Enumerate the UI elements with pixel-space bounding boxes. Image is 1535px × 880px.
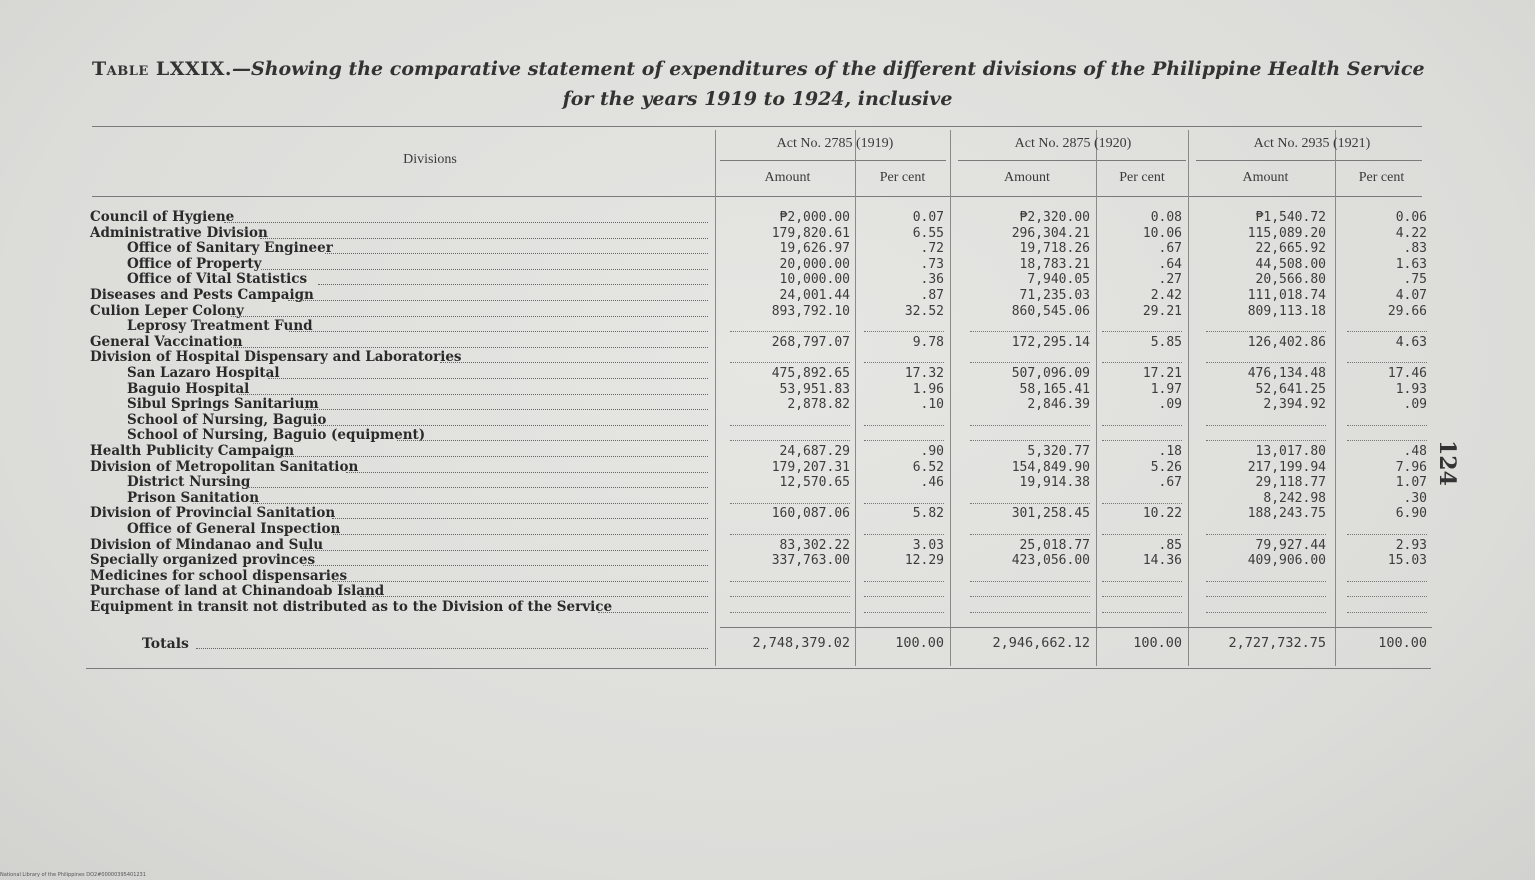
value-cell: 475,892.65: [771, 366, 850, 381]
empty-cell-leader: [1102, 425, 1182, 426]
value-cell: .67: [1158, 475, 1182, 491]
dot-leader: [303, 550, 708, 551]
value-cell: 1.07: [1395, 475, 1427, 491]
value-cell: .30: [1403, 490, 1427, 506]
empty-cell-leader: [730, 425, 850, 426]
table-top-rule: [92, 126, 1422, 127]
value-cell: 1.97: [1150, 381, 1182, 397]
value-cell: .18: [1158, 444, 1182, 459]
division-label: Office of Vital Statistics: [127, 271, 308, 288]
value-cell: 2,878.82: [787, 397, 850, 413]
empty-cell-leader: [730, 612, 850, 613]
value-cell: 18,783.21: [1019, 256, 1090, 272]
value-cell: 154,849.90: [1011, 459, 1090, 475]
dot-leader: [325, 253, 708, 254]
value-cell: 3.03: [912, 537, 944, 553]
value-cell: 7,940.05: [1027, 272, 1090, 288]
value-cell: 126,402.86: [1247, 334, 1326, 350]
dot-leader: [246, 487, 708, 488]
empty-cell-leader: [1206, 612, 1326, 613]
group-header-0: Act No. 2785 (1919): [776, 136, 894, 151]
totals-value-cell: 2,727,732.75: [1228, 635, 1326, 651]
totals-value-cell: 2,748,379.02: [752, 635, 850, 651]
empty-cell-leader: [1102, 612, 1182, 613]
value-cell: .64: [1158, 256, 1182, 272]
division-label: Culion Leper Colony: [90, 302, 244, 319]
value-cell: 6.55: [912, 225, 944, 241]
value-cell: 29.66: [1387, 303, 1427, 319]
value-cell: 337,763.00: [771, 553, 850, 569]
value-cell: .46: [920, 475, 944, 491]
value-cell: 268,797.07: [771, 334, 850, 350]
empty-cell-leader: [864, 596, 944, 597]
value-cell: 20,566.80: [1255, 272, 1326, 288]
value-cell: 15.03: [1387, 553, 1427, 569]
value-cell: 4.22: [1395, 225, 1427, 241]
dot-leader: [440, 362, 708, 363]
value-cell: 19,718.26: [1019, 241, 1090, 257]
value-cell: 52,641.25: [1255, 381, 1326, 397]
totals-value-cell: 100.00: [1133, 635, 1182, 651]
value-cell: .10: [920, 397, 944, 413]
dot-leader: [360, 596, 708, 597]
empty-cell-leader: [1347, 612, 1427, 613]
division-label: Office of Sanitary Engineer: [127, 240, 333, 257]
value-cell: 19,626.97: [779, 241, 850, 257]
value-cell: .83: [1403, 241, 1427, 257]
division-label: School of Nursing, Baguio: [127, 411, 327, 428]
division-label: Council of Hygiene: [90, 209, 235, 225]
value-cell: 79,927.44: [1255, 537, 1326, 553]
percent-header-1: Per cent: [1119, 170, 1165, 185]
value-cell: 476,134.48: [1247, 366, 1326, 381]
empty-cell-leader: [864, 503, 944, 504]
value-cell: 0.08: [1150, 210, 1182, 225]
division-label: Office of Property: [127, 255, 262, 272]
value-cell: 4.07: [1395, 288, 1427, 303]
totals-value-cell: 2,946,662.12: [992, 635, 1090, 651]
empty-cell-leader: [1102, 331, 1182, 332]
empty-cell-leader: [970, 440, 1090, 441]
value-cell: ₱2,000.00: [779, 210, 850, 225]
empty-cell-leader: [730, 440, 850, 441]
value-cell: 217,199.94: [1247, 459, 1326, 475]
value-cell: 53,951.83: [779, 381, 850, 397]
value-cell: 5,320.77: [1027, 444, 1090, 459]
division-label: General Vaccination: [90, 333, 243, 350]
empty-cell-leader: [970, 503, 1090, 504]
value-cell: 10,000.00: [779, 272, 850, 288]
division-label: Specially organized provinces: [90, 552, 316, 569]
empty-cell-leader: [730, 331, 850, 332]
dot-leader: [304, 409, 708, 410]
dot-leader: [318, 284, 708, 285]
value-cell: 17.21: [1142, 366, 1182, 381]
empty-cell-leader: [970, 331, 1090, 332]
value-cell: 22,665.92: [1255, 241, 1326, 257]
value-cell: 12,570.65: [779, 475, 850, 491]
dot-leader: [397, 440, 708, 441]
division-label: Baguio Hospital: [127, 380, 250, 397]
totals-label-text: Totals: [142, 636, 189, 652]
division-label: School of Nursing, Baguio (equipment): [127, 427, 426, 444]
group-rule-1921: [1196, 160, 1422, 161]
division-label: Health Publicity Campaign: [90, 443, 295, 459]
value-cell: 7.96: [1395, 459, 1427, 475]
value-cell: 83,302.22: [779, 537, 850, 553]
value-cell: 9.78: [912, 334, 944, 350]
table-title-rest: —Showing the comparative statement of expenditures of the different divisions of the Philippine Health Service: [231, 58, 1425, 80]
value-cell: .87: [920, 288, 944, 303]
group-header-2: Act No. 2935 (1921): [1253, 136, 1371, 151]
value-cell: .48: [1403, 444, 1427, 459]
dot-leader: [261, 269, 708, 270]
division-label: Equipment in transit not distributed as to the Division of the Service: [90, 599, 613, 615]
value-cell: 1.96: [912, 381, 944, 397]
empty-cell-leader: [1347, 596, 1427, 597]
empty-cell-leader: [864, 331, 944, 332]
empty-cell-leader: [1206, 331, 1326, 332]
dot-leader: [332, 581, 708, 582]
value-cell: 17.32: [904, 366, 944, 381]
empty-cell-leader: [970, 534, 1090, 535]
totals-dot-leader: [196, 648, 708, 649]
dot-leader: [224, 222, 708, 223]
value-cell: 1.63: [1395, 256, 1427, 272]
empty-cell-leader: [864, 612, 944, 613]
value-cell: 423,056.00: [1011, 553, 1090, 569]
value-cell: 172,295.14: [1011, 334, 1090, 350]
dot-leader: [289, 331, 708, 332]
empty-cell-leader: [1102, 362, 1182, 363]
division-label: Division of Mindanao and Sulu: [90, 536, 324, 553]
division-label: Prison Sanitation: [127, 489, 260, 506]
totals-rule: [720, 627, 1432, 628]
value-cell: 1.93: [1395, 381, 1427, 397]
value-cell: 12.29: [904, 553, 944, 569]
value-cell: 20,000.00: [779, 256, 850, 272]
amount-header-2: Amount: [1242, 170, 1289, 185]
dot-leader: [311, 425, 708, 426]
empty-cell-leader: [1206, 362, 1326, 363]
dot-leader: [288, 300, 708, 301]
division-label: Diseases and Pests Campaign: [90, 287, 314, 303]
division-label: San Lazaro Hospital: [127, 365, 280, 381]
empty-cell-leader: [1347, 331, 1427, 332]
empty-cell-leader: [1347, 581, 1427, 582]
value-cell: 10.06: [1142, 225, 1182, 241]
empty-cell-leader: [730, 503, 850, 504]
col-divider-1920: [1188, 130, 1189, 666]
value-cell: 4.63: [1395, 334, 1427, 350]
value-cell: .09: [1158, 397, 1182, 413]
value-cell: 14.36: [1142, 553, 1182, 569]
value-cell: .09: [1403, 397, 1427, 413]
value-cell: 0.06: [1395, 210, 1427, 225]
empty-cell-leader: [864, 440, 944, 441]
division-label: District Nursing: [127, 474, 251, 491]
empty-cell-leader: [864, 362, 944, 363]
value-cell: 32.52: [904, 303, 944, 319]
value-cell: 179,207.31: [771, 459, 850, 475]
divisions-header: Divisions: [403, 152, 457, 167]
value-cell: 10.22: [1142, 506, 1182, 522]
dot-leader: [231, 347, 708, 348]
dot-leader: [231, 316, 708, 317]
empty-cell-leader: [1206, 596, 1326, 597]
empty-cell-leader: [1102, 596, 1182, 597]
value-cell: 296,304.21: [1011, 225, 1090, 241]
empty-cell-leader: [970, 596, 1090, 597]
empty-cell-leader: [1347, 534, 1427, 535]
division-label: Leprosy Treatment Fund: [127, 318, 313, 335]
value-cell: 8,242.98: [1263, 490, 1326, 506]
empty-cell-leader: [864, 581, 944, 582]
value-cell: 2.42: [1150, 288, 1182, 303]
value-cell: .67: [1158, 241, 1182, 257]
dot-leader: [274, 456, 708, 457]
table-title-line2: for the years 1919 to 1924, inclusive: [562, 88, 953, 110]
empty-cell-leader: [730, 362, 850, 363]
dot-leader: [333, 534, 708, 535]
dot-leader: [239, 394, 708, 395]
value-cell: 5.82: [912, 506, 944, 522]
col-divider-1919: [950, 130, 951, 666]
group-header-1: Act No. 2875 (1920): [1014, 136, 1132, 151]
division-label: Division of Hospital Dispensary and Laboratories: [90, 349, 462, 366]
value-cell: .75: [1403, 272, 1427, 288]
division-label: Sibul Springs Sanitarium: [127, 396, 319, 413]
page-number: 124: [1434, 440, 1460, 486]
value-cell: 19,914.38: [1019, 475, 1090, 491]
value-cell: .73: [920, 256, 944, 272]
empty-cell-leader: [730, 534, 850, 535]
empty-cell-leader: [1206, 440, 1326, 441]
dot-leader: [598, 612, 708, 613]
col-divider-divisions: [715, 130, 716, 666]
value-cell: 29.21: [1142, 303, 1182, 319]
value-cell: .85: [1158, 537, 1182, 553]
group-rule-1919: [720, 160, 946, 161]
value-cell: 71,235.03: [1019, 288, 1090, 303]
value-cell: 809,113.18: [1247, 303, 1326, 319]
empty-cell-leader: [1102, 581, 1182, 582]
value-cell: 188,243.75: [1247, 506, 1326, 522]
value-cell: 5.26: [1150, 459, 1182, 475]
dot-leader: [303, 565, 708, 566]
division-label: Purchase of land at Chinandoab Island: [90, 583, 385, 600]
empty-cell-leader: [970, 581, 1090, 582]
value-cell: 6.52: [912, 459, 944, 475]
value-cell: .90: [920, 444, 944, 459]
percent-header-0: Per cent: [879, 170, 926, 185]
totals-value-cell: 100.00: [1378, 635, 1427, 651]
amount-header-1: Amount: [1004, 170, 1050, 185]
totals-label: [142, 636, 189, 652]
value-cell: ₱1,540.72: [1255, 210, 1326, 225]
table-bottom-rule: [86, 668, 1431, 669]
dot-leader: [346, 472, 708, 473]
value-cell: 5.85: [1150, 334, 1182, 350]
empty-cell-leader: [1102, 440, 1182, 441]
empty-cell-leader: [970, 362, 1090, 363]
value-cell: 6.90: [1395, 506, 1427, 522]
dot-leader: [268, 378, 708, 379]
value-cell: .36: [920, 272, 944, 288]
totals-value-cell: 100.00: [895, 635, 944, 651]
value-cell: 2.93: [1395, 537, 1427, 553]
empty-cell-leader: [1347, 425, 1427, 426]
value-cell: 160,087.06: [771, 506, 850, 522]
value-cell: 44,508.00: [1255, 256, 1326, 272]
empty-cell-leader: [730, 596, 850, 597]
value-cell: 507,096.09: [1011, 366, 1090, 381]
value-cell: .72: [920, 241, 944, 257]
table-title-lead: Table LXXIX.: [92, 58, 232, 80]
division-label: Division of Metropolitan Sanitation: [90, 458, 359, 475]
value-cell: 25,018.77: [1019, 537, 1090, 553]
table-title: [92, 58, 1425, 80]
division-label: Office of General Inspection: [127, 521, 341, 537]
value-cell: 301,258.45: [1011, 506, 1090, 522]
dot-leader: [260, 238, 708, 239]
value-cell: 179,820.61: [771, 225, 850, 241]
division-label: Administrative Division: [90, 224, 268, 241]
value-cell: .27: [1158, 272, 1182, 288]
value-cell: 893,792.10: [771, 303, 850, 319]
amount-header-0: Amount: [764, 170, 811, 185]
empty-cell-leader: [1102, 534, 1182, 535]
dot-leader: [253, 503, 708, 504]
division-label: Medicines for school dispensaries: [90, 567, 348, 584]
empty-cell-leader: [1102, 503, 1182, 504]
empty-cell-leader: [1347, 440, 1427, 441]
empty-cell-leader: [864, 425, 944, 426]
value-cell: 115,089.20: [1247, 225, 1326, 241]
empty-cell-leader: [864, 534, 944, 535]
value-cell: 860,545.06: [1011, 303, 1090, 319]
value-cell: 13,017.80: [1255, 444, 1326, 459]
value-cell: 111,018.74: [1247, 288, 1326, 303]
empty-cell-leader: [1347, 362, 1427, 363]
value-cell: 24,001.44: [779, 288, 850, 303]
empty-cell-leader: [730, 581, 850, 582]
value-cell: 2,846.39: [1027, 397, 1090, 413]
dot-leader: [332, 518, 708, 519]
group-rule-1920: [958, 160, 1186, 161]
value-cell: 2,394.92: [1263, 397, 1326, 413]
table-header-rule: [92, 196, 1422, 197]
percent-header-2: Per cent: [1358, 170, 1405, 185]
value-cell: ₱2,320.00: [1019, 210, 1090, 225]
value-cell: 29,118.77: [1255, 475, 1326, 491]
footer-credit: National Library of the Philippines DO2#00000395401231: [0, 872, 146, 878]
value-cell: 409,906.00: [1247, 553, 1326, 569]
empty-cell-leader: [1206, 581, 1326, 582]
empty-cell-leader: [970, 612, 1090, 613]
value-cell: 24,687.29: [779, 444, 850, 459]
value-cell: 17.46: [1387, 366, 1427, 381]
empty-cell-leader: [1206, 425, 1326, 426]
value-cell: 58,165.41: [1019, 381, 1090, 397]
value-cell: 0.07: [912, 210, 944, 225]
empty-cell-leader: [970, 425, 1090, 426]
empty-cell-leader: [1206, 534, 1326, 535]
division-label: Division of Provincial Sanitation: [90, 505, 336, 522]
